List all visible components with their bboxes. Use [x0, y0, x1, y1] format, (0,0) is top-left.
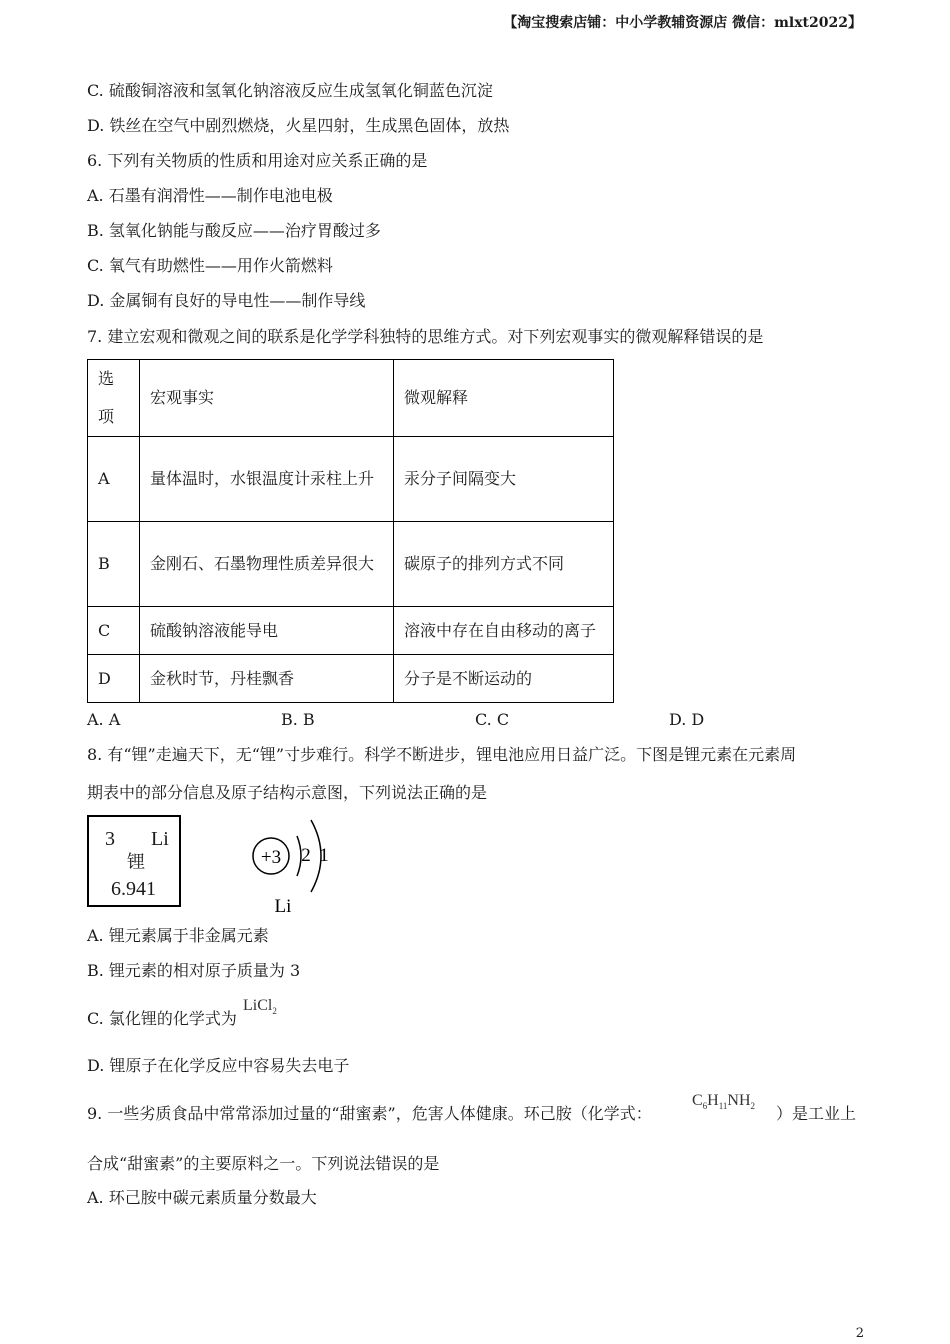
row-fact: 硫酸钠溶液能导电	[140, 607, 394, 655]
q8-option-c: C. 氯化锂的化学式为	[87, 1009, 237, 1028]
page-header: 【淘宝搜索店铺：中小学教辅资源店 微信：mlxt2022】	[503, 15, 862, 31]
header-fact: 宏观事实	[140, 360, 394, 437]
atom-label: Li	[274, 896, 292, 917]
q6-stem: 6. 下列有关物质的性质和用途对应关系正确的是	[87, 151, 428, 170]
q9-stem-part2: ）是工业上	[776, 1104, 857, 1123]
header-explanation: 微观解释	[394, 360, 614, 437]
q6-option-d: D. 金属铜有良好的导电性——制作导线	[87, 291, 366, 310]
table-row	[88, 522, 614, 607]
periodic-table-cell	[87, 815, 181, 907]
header-option: 选项	[88, 360, 140, 437]
table-header-row	[88, 360, 614, 437]
atomic-mass: 6.941	[111, 878, 156, 900]
q7-stem: 7. 建立宏观和微观之间的联系是化学学科独特的思维方式。对下列宏观事实的微观解释错误的是	[87, 327, 764, 346]
q7-answer-c: C. C	[475, 710, 510, 729]
q7-answer-b: B. B	[281, 710, 315, 729]
atom-structure-diagram	[245, 815, 345, 919]
element-name: 锂	[127, 852, 145, 873]
q6-option-c: C. 氧气有助燃性——用作火箭燃料	[87, 256, 333, 275]
q8-option-d: D. 锂原子在化学反应中容易失去电子	[87, 1056, 350, 1075]
page-number: 2	[855, 1326, 864, 1341]
row-option: C	[88, 607, 140, 655]
q9-option-a: A. 环己胺中碳元素质量分数最大	[87, 1188, 317, 1207]
table-row	[88, 655, 614, 703]
q9-stem-line2: 合成“甜蜜素”的主要原料之一。下列说法错误的是	[87, 1154, 440, 1173]
row-fact: 金秋时节，丹桂飘香	[140, 655, 394, 703]
q9-stem-part1: 9. 一些劣质食品中常常添加过量的“甜蜜素”，危害人体健康。环己胺（化学式：	[87, 1104, 652, 1123]
q8-option-b: B. 锂元素的相对原子质量为 3	[87, 961, 301, 980]
row-explanation: 分子是不断运动的	[394, 655, 614, 703]
row-explanation: 碳原子的排列方式不同	[394, 522, 614, 607]
q7-answer-d: D. D	[669, 710, 705, 729]
row-explanation: 溶液中存在自由移动的离子	[394, 607, 614, 655]
row-option: D	[88, 655, 140, 703]
table-row	[88, 437, 614, 522]
element-symbol: Li	[151, 828, 169, 850]
atomic-number: 3	[105, 828, 115, 850]
row-option: B	[88, 522, 140, 607]
row-fact: 量体温时，水银温度计汞柱上升	[140, 437, 394, 522]
nucleus-charge: +3	[260, 847, 282, 868]
q6-option-a: A. 石墨有润滑性——制作电池电极	[87, 186, 333, 205]
q8-stem-line1: 8. 有“锂”走遍天下，无“锂”寸步难行。科学不断进步，锂电池应用日益广泛。下图是锂元素在元素周	[87, 745, 797, 764]
q7-answer-a: A. A	[87, 710, 121, 729]
q6-option-b: B. 氢氧化钠能与酸反应——治疗胃酸过多	[87, 221, 381, 240]
q5-option-d: D. 铁丝在空气中剧烈燃烧，火星四射，生成黑色固体，放热	[87, 116, 510, 135]
shell-1-electrons: 2	[301, 845, 311, 866]
row-fact: 金刚石、石墨物理性质差异很大	[140, 522, 394, 607]
row-explanation: 汞分子间隔变大	[394, 437, 614, 522]
cyclohexylamine-formula: $C_6H_{11}NH_2$	[692, 1092, 756, 1111]
q8-option-a: A. 锂元素属于非金属元素	[87, 926, 269, 945]
licl2-formula: LiCl$_2$	[243, 997, 277, 1016]
q5-option-c: C. 硫酸铜溶液和氢氧化钠溶液反应生成氢氧化铜蓝色沉淀	[87, 81, 493, 100]
table-row	[88, 607, 614, 655]
row-option: A	[88, 437, 140, 522]
q8-stem-line2: 期表中的部分信息及原子结构示意图，下列说法正确的是	[87, 783, 488, 802]
shell-2-electrons: 1	[319, 845, 329, 866]
q7-table	[87, 359, 614, 703]
